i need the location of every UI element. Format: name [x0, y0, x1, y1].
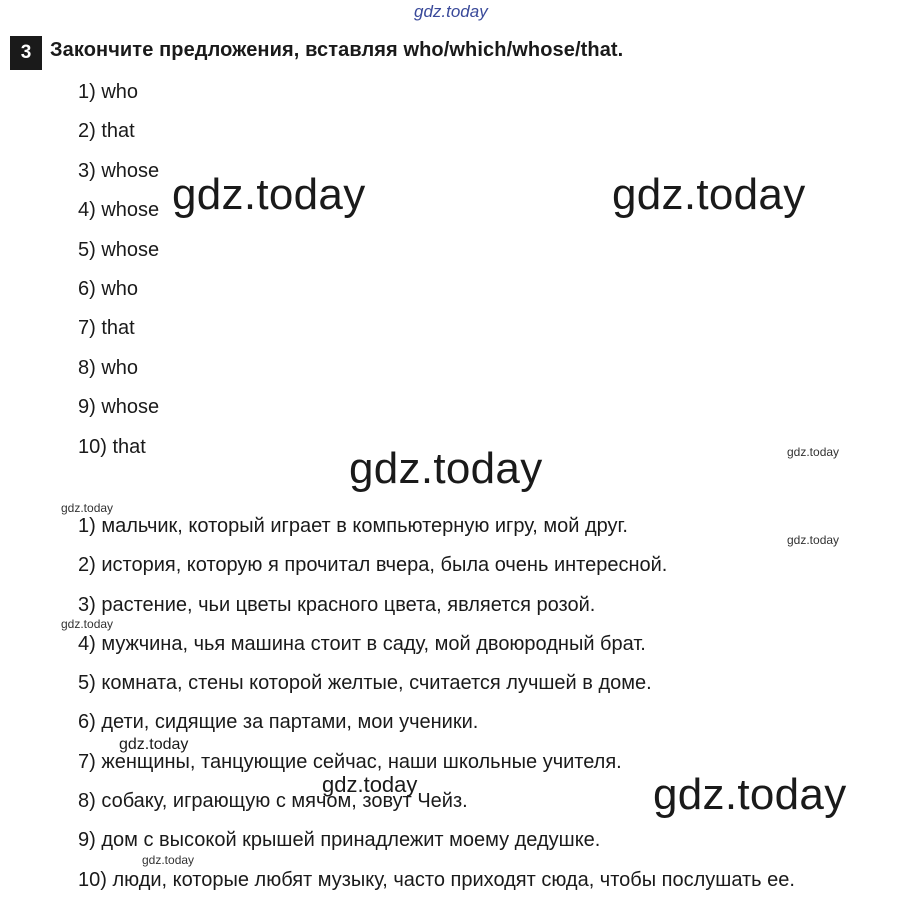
- watermark-top: gdz.today: [414, 2, 488, 21]
- answer-item: 10) that: [78, 435, 146, 458]
- translation-item: 3) растение, чьи цветы красного цвета, является розой.: [78, 593, 596, 616]
- answer-item: 2) that: [78, 120, 135, 143]
- translation-item: 1) мальчик, который играет в компьютерную игру, мой друг.: [78, 515, 628, 537]
- watermark-large: gdz.today: [349, 444, 543, 493]
- watermark-small: gdz.today: [142, 853, 195, 867]
- answer-item: 8) who: [78, 356, 139, 379]
- task-title: Закончите предложения, вставляя who/which/whose/that.: [50, 39, 624, 61]
- answers-list: [78, 79, 159, 473]
- watermark-large: gdz.today: [653, 770, 847, 819]
- translation-item: 2) история, которую я прочитал вчера, была очень интересной.: [78, 554, 668, 577]
- task-number-badge: 3: [10, 36, 42, 70]
- answer-item: 3) whose: [78, 159, 160, 182]
- watermark-large: gdz.today: [612, 170, 806, 219]
- watermark-medium: gdz.today: [119, 736, 189, 753]
- answer-item: 5) whose: [78, 238, 160, 261]
- watermark-large: gdz.today: [172, 170, 366, 219]
- translation-item: 10) люди, которые любят музыку, часто приходят сюда, чтобы послушать ее.: [78, 868, 795, 891]
- watermark-small: gdz.today: [61, 501, 114, 515]
- translation-item: 9) дом с высокой крышей принадлежит моему дедушке.: [78, 829, 601, 852]
- translations-list: [78, 513, 795, 906]
- watermark-small: gdz.today: [787, 445, 840, 459]
- translation-item: 8) собаку, играющую с мячом, зовут Чейз.: [78, 790, 468, 813]
- answer-item: 6) who: [78, 277, 139, 300]
- watermark-medium: gdz.today: [322, 772, 418, 797]
- answer-item: 9) whose: [78, 396, 160, 419]
- answer-item: 1) who: [78, 81, 139, 103]
- answer-item: 4) whose: [78, 199, 160, 222]
- watermark-small: gdz.today: [787, 533, 840, 547]
- translation-item: 4) мужчина, чья машина стоит в саду, мой двоюродный брат.: [78, 632, 646, 655]
- answer-item: 7) that: [78, 317, 135, 340]
- watermark-small: gdz.today: [61, 617, 114, 631]
- translation-item: 5) комната, стены которой желтые, считается лучшей в доме.: [78, 672, 652, 695]
- translation-item: 6) дети, сидящие за партами, мои ученики.: [78, 711, 479, 734]
- translation-item: 7) женщины, танцующие сейчас, наши школьные учителя.: [78, 750, 622, 773]
